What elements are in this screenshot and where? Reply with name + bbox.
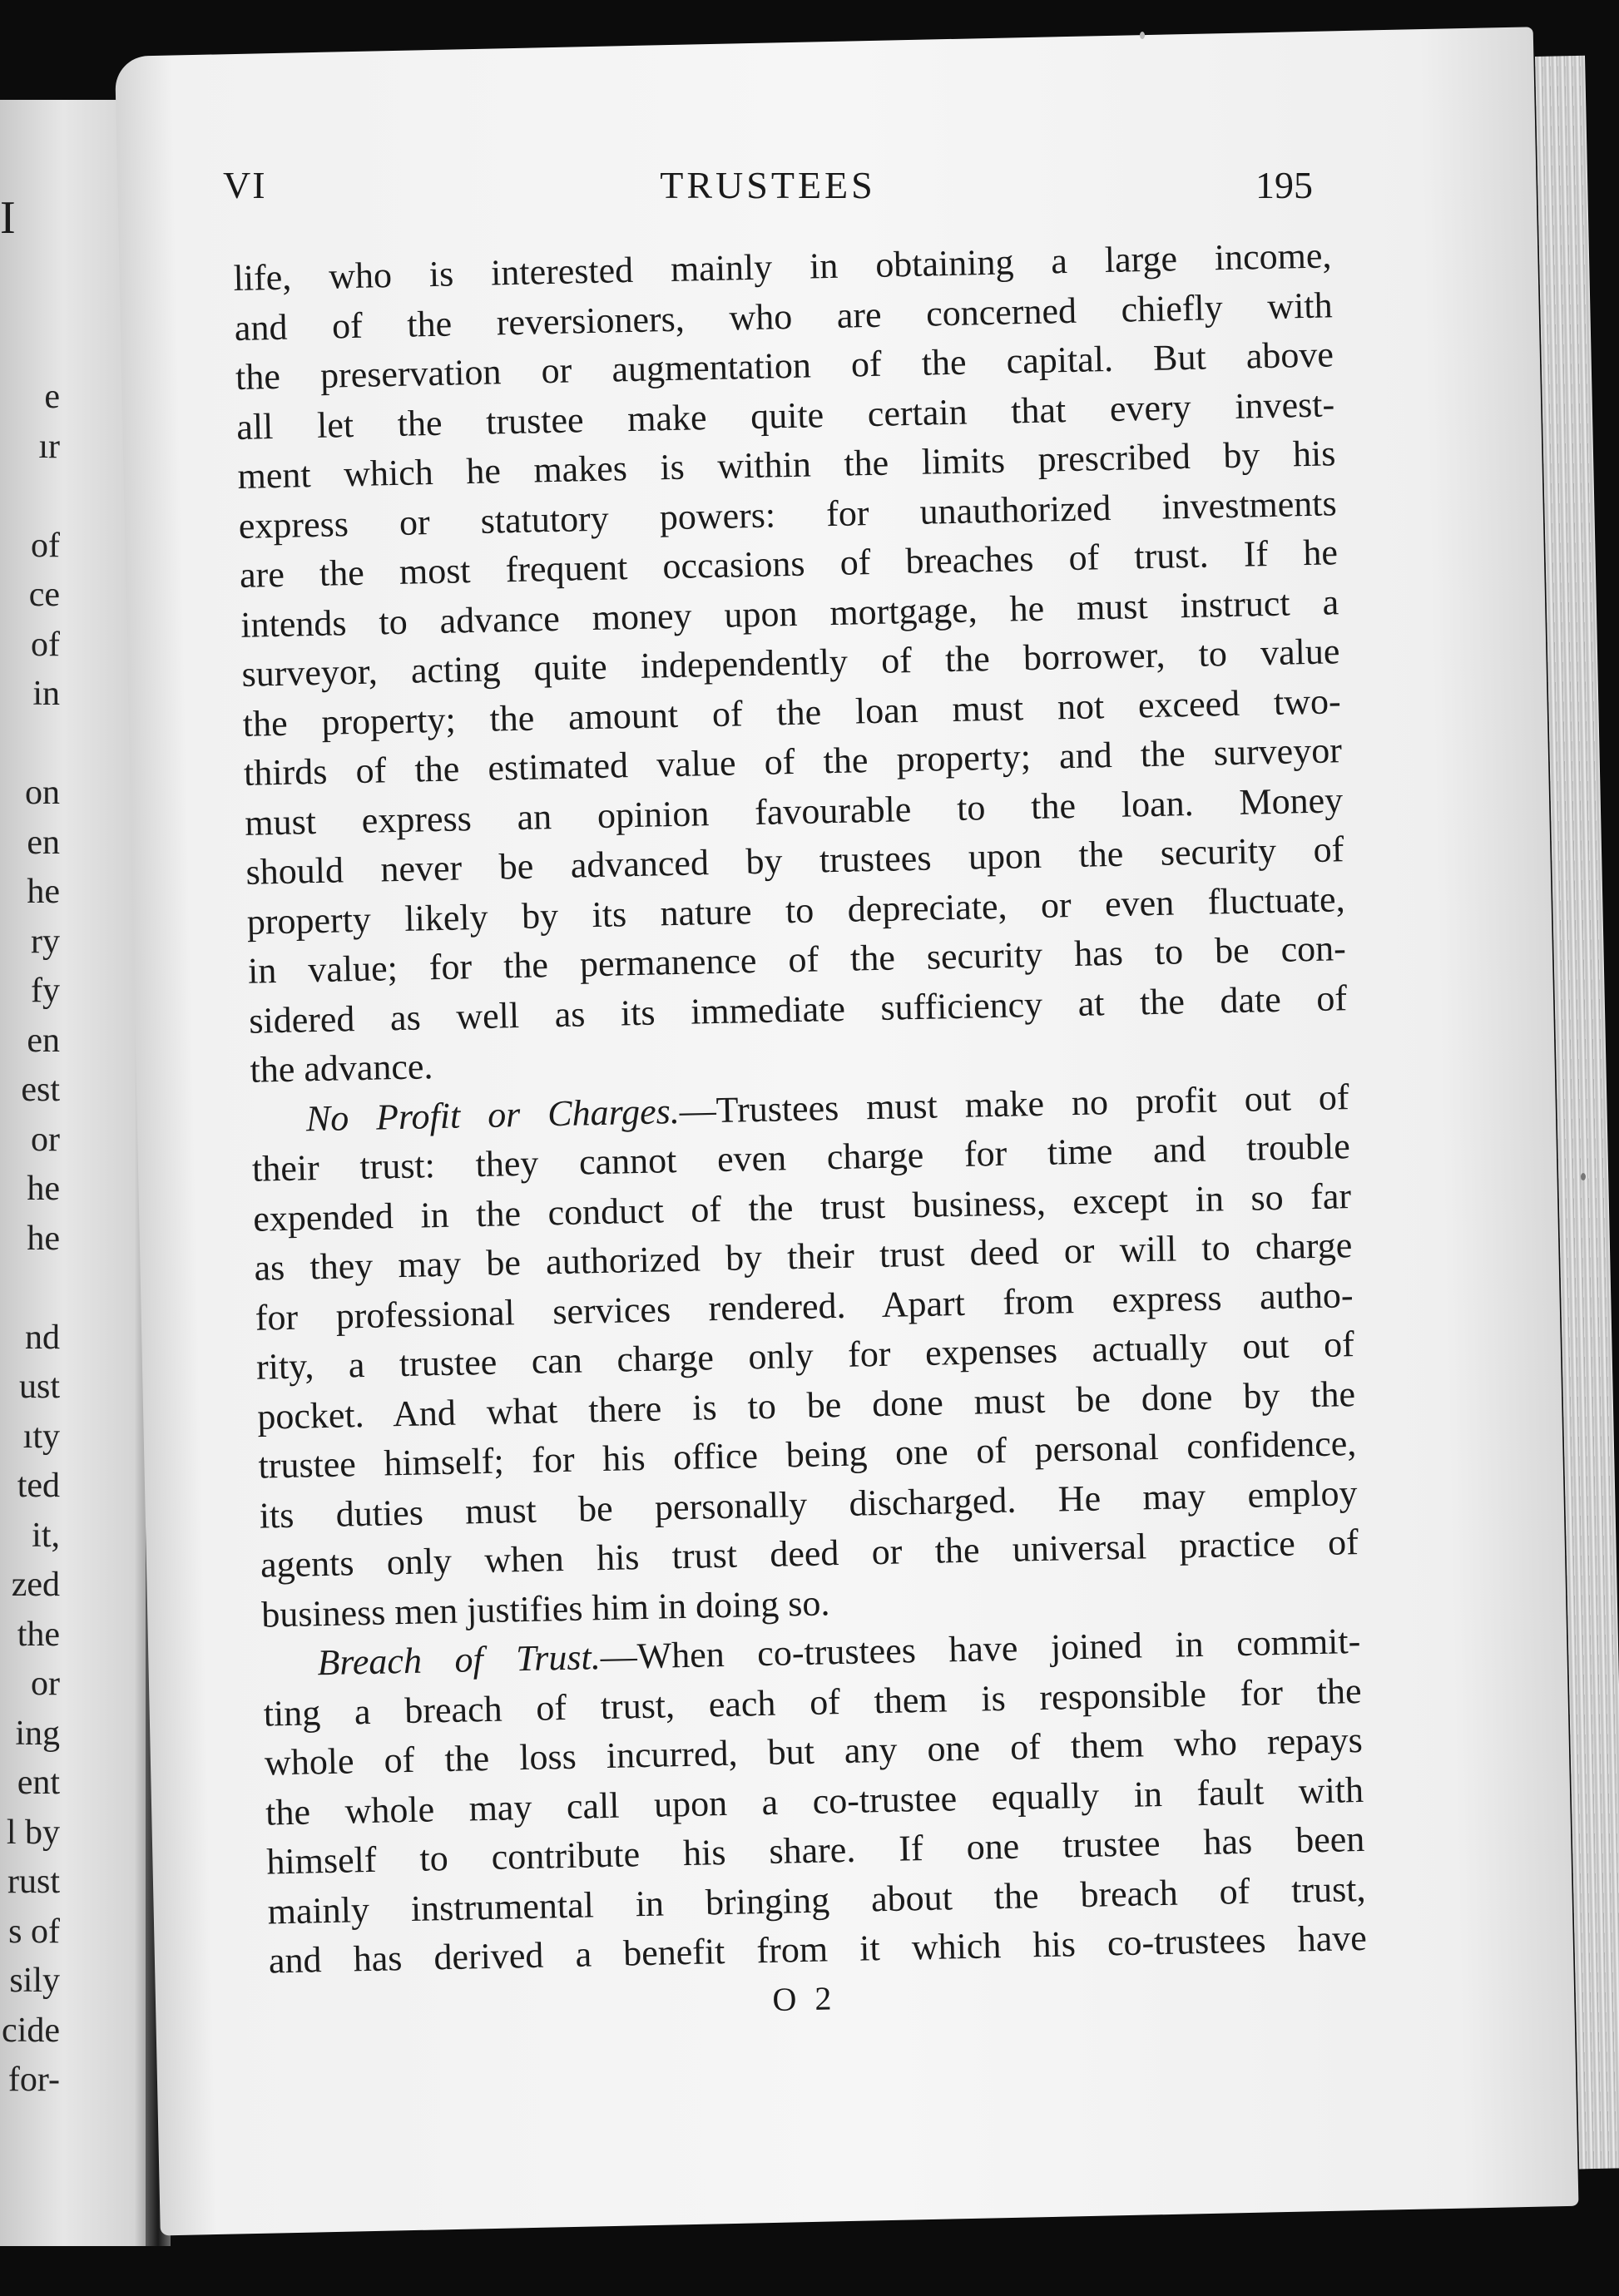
left-page-line: nd: [25, 1318, 60, 1357]
text-line: property likely by its nature to depreciate, or even fluctuate,: [246, 878, 1346, 943]
text-line: sidered as well as its immediate sufficiency at the date of: [248, 977, 1348, 1042]
text-line: all let the trustee make quite certain that every invest-: [235, 383, 1335, 448]
text-line: its duties must be personally discharged. He may employ: [259, 1472, 1358, 1536]
text-line: pocket. And what there is to be done must be done by the: [256, 1373, 1356, 1437]
left-page-line: ıty: [22, 1417, 60, 1456]
left-page-line: ent: [17, 1764, 60, 1802]
text-line-rest: —Trustees must make no profit out of: [679, 1076, 1350, 1131]
text-line: thirds of the estimated value of the property; and the surveyor: [243, 730, 1343, 794]
text-line: intends to advance money upon mortgage, he must instruct a: [240, 581, 1339, 646]
left-page-line: l by: [6, 1813, 60, 1852]
text-line: mainly instrumental in bringing about the breach of trust,: [267, 1868, 1366, 1932]
text-line: the whole may call upon a co-trustee equally in fault with: [265, 1769, 1364, 1833]
left-page-line: s of: [8, 1912, 60, 1951]
text-line: their trust: they cannot even charge for time and trouble: [251, 1126, 1351, 1190]
left-page-line: in: [32, 675, 60, 713]
text-line: for professional services rendered. Apart from express autho-: [255, 1274, 1354, 1339]
text-line: express or statutory powers: for unauthorized investments: [238, 482, 1338, 547]
text-line: surveyor, acting quite independently of the borrower, to value: [241, 631, 1340, 695]
text-line: whole of the loss incurred, but any one of them who repays: [264, 1719, 1364, 1784]
left-page-line: or: [31, 1120, 60, 1159]
text-line: and has derived a benefit from it which his co-trustees have: [268, 1917, 1368, 1982]
left-page-line: ry: [31, 922, 60, 961]
running-header: [223, 163, 1313, 230]
text-line: are the most frequent occasions of breaches of trust. If he: [239, 532, 1339, 596]
left-page-line: of: [31, 625, 60, 664]
text-line: ment which he makes is within the limits prescribed by his: [237, 433, 1336, 497]
left-page-line: it,: [32, 1516, 60, 1555]
dust-speck: [1581, 1173, 1586, 1180]
left-page-line: en: [27, 1021, 60, 1060]
left-page-line: [0, 1264, 158, 1314]
text-line-rest: —When co-trustees have joined in commit-: [600, 1620, 1361, 1678]
section-heading: Breach of Trust.: [316, 1636, 602, 1684]
left-page-line: zed: [11, 1566, 60, 1604]
text-line: expended in the conduct of the trust business, except in so far: [252, 1175, 1352, 1240]
body-text: [233, 230, 1367, 1986]
text-line: himself to contribute his share. If one trustee has been: [265, 1818, 1365, 1883]
left-page-line: of: [31, 526, 60, 565]
text-line: the preservation or augmentation of the capital. But above: [235, 334, 1334, 398]
left-running-head: I: [0, 192, 16, 244]
text-line: and of the reversioners, who are concerned chiefly with: [234, 284, 1334, 349]
signature-mark: O 2: [772, 1979, 837, 2018]
left-page-line: the: [17, 1615, 60, 1654]
text-line: as they may be authorized by their trust deed or will to charge: [254, 1225, 1353, 1289]
text-line: the advance.: [250, 1046, 433, 1091]
left-page-line: ted: [17, 1467, 60, 1505]
left-page-line: ing: [15, 1714, 60, 1753]
dust-speck: [1140, 32, 1145, 39]
running-title: TRUSTEES: [660, 164, 876, 206]
left-page-line: cide: [2, 2011, 60, 2050]
left-page-line: rust: [7, 1863, 60, 1901]
left-page-line: on: [25, 774, 60, 812]
left-page-line: he: [27, 1170, 60, 1208]
text-line: trustee himself; for his office being one of personal confidence,: [258, 1423, 1357, 1487]
text-line: rity, a trustee can charge only for expenses actually out of: [255, 1324, 1355, 1388]
text-line: life, who is interested mainly in obtaining a large income,: [233, 235, 1332, 299]
left-page-line: fy: [31, 972, 60, 1010]
page-number: 195: [1255, 164, 1313, 206]
left-page-line: for-: [7, 2061, 60, 2099]
left-page-line: est: [21, 1071, 60, 1109]
left-page-line: ust: [18, 1368, 60, 1406]
text-line: agents only when his trust deed or the universal practice of: [260, 1522, 1359, 1586]
text-line: should never be advanced by trustees upon the security of: [245, 829, 1344, 893]
left-page-line: or: [31, 1665, 60, 1703]
chapter-numeral: VI: [223, 164, 267, 206]
text-line: ting a breach of trust, each of them is responsible for the: [263, 1670, 1362, 1734]
text-line: business men justifies him in doing so.: [260, 1581, 830, 1635]
text-line: in value; for the permanence of the security has to be con-: [247, 928, 1347, 992]
left-page-line: ır: [38, 427, 60, 466]
text-line: the property; the amount of the loan must not exceed two-: [242, 680, 1342, 745]
left-page-line: ce: [28, 576, 60, 614]
left-page-line: sily: [9, 1962, 60, 2000]
section-heading: No Profit or Charges.: [305, 1090, 681, 1139]
left-page-line: e: [44, 378, 60, 416]
left-page-line: he: [27, 873, 60, 911]
text-line: must express an opinion favourable to the loan. Money: [244, 779, 1344, 844]
left-page-line: he: [27, 1219, 60, 1258]
left-page-line: en: [27, 823, 60, 862]
